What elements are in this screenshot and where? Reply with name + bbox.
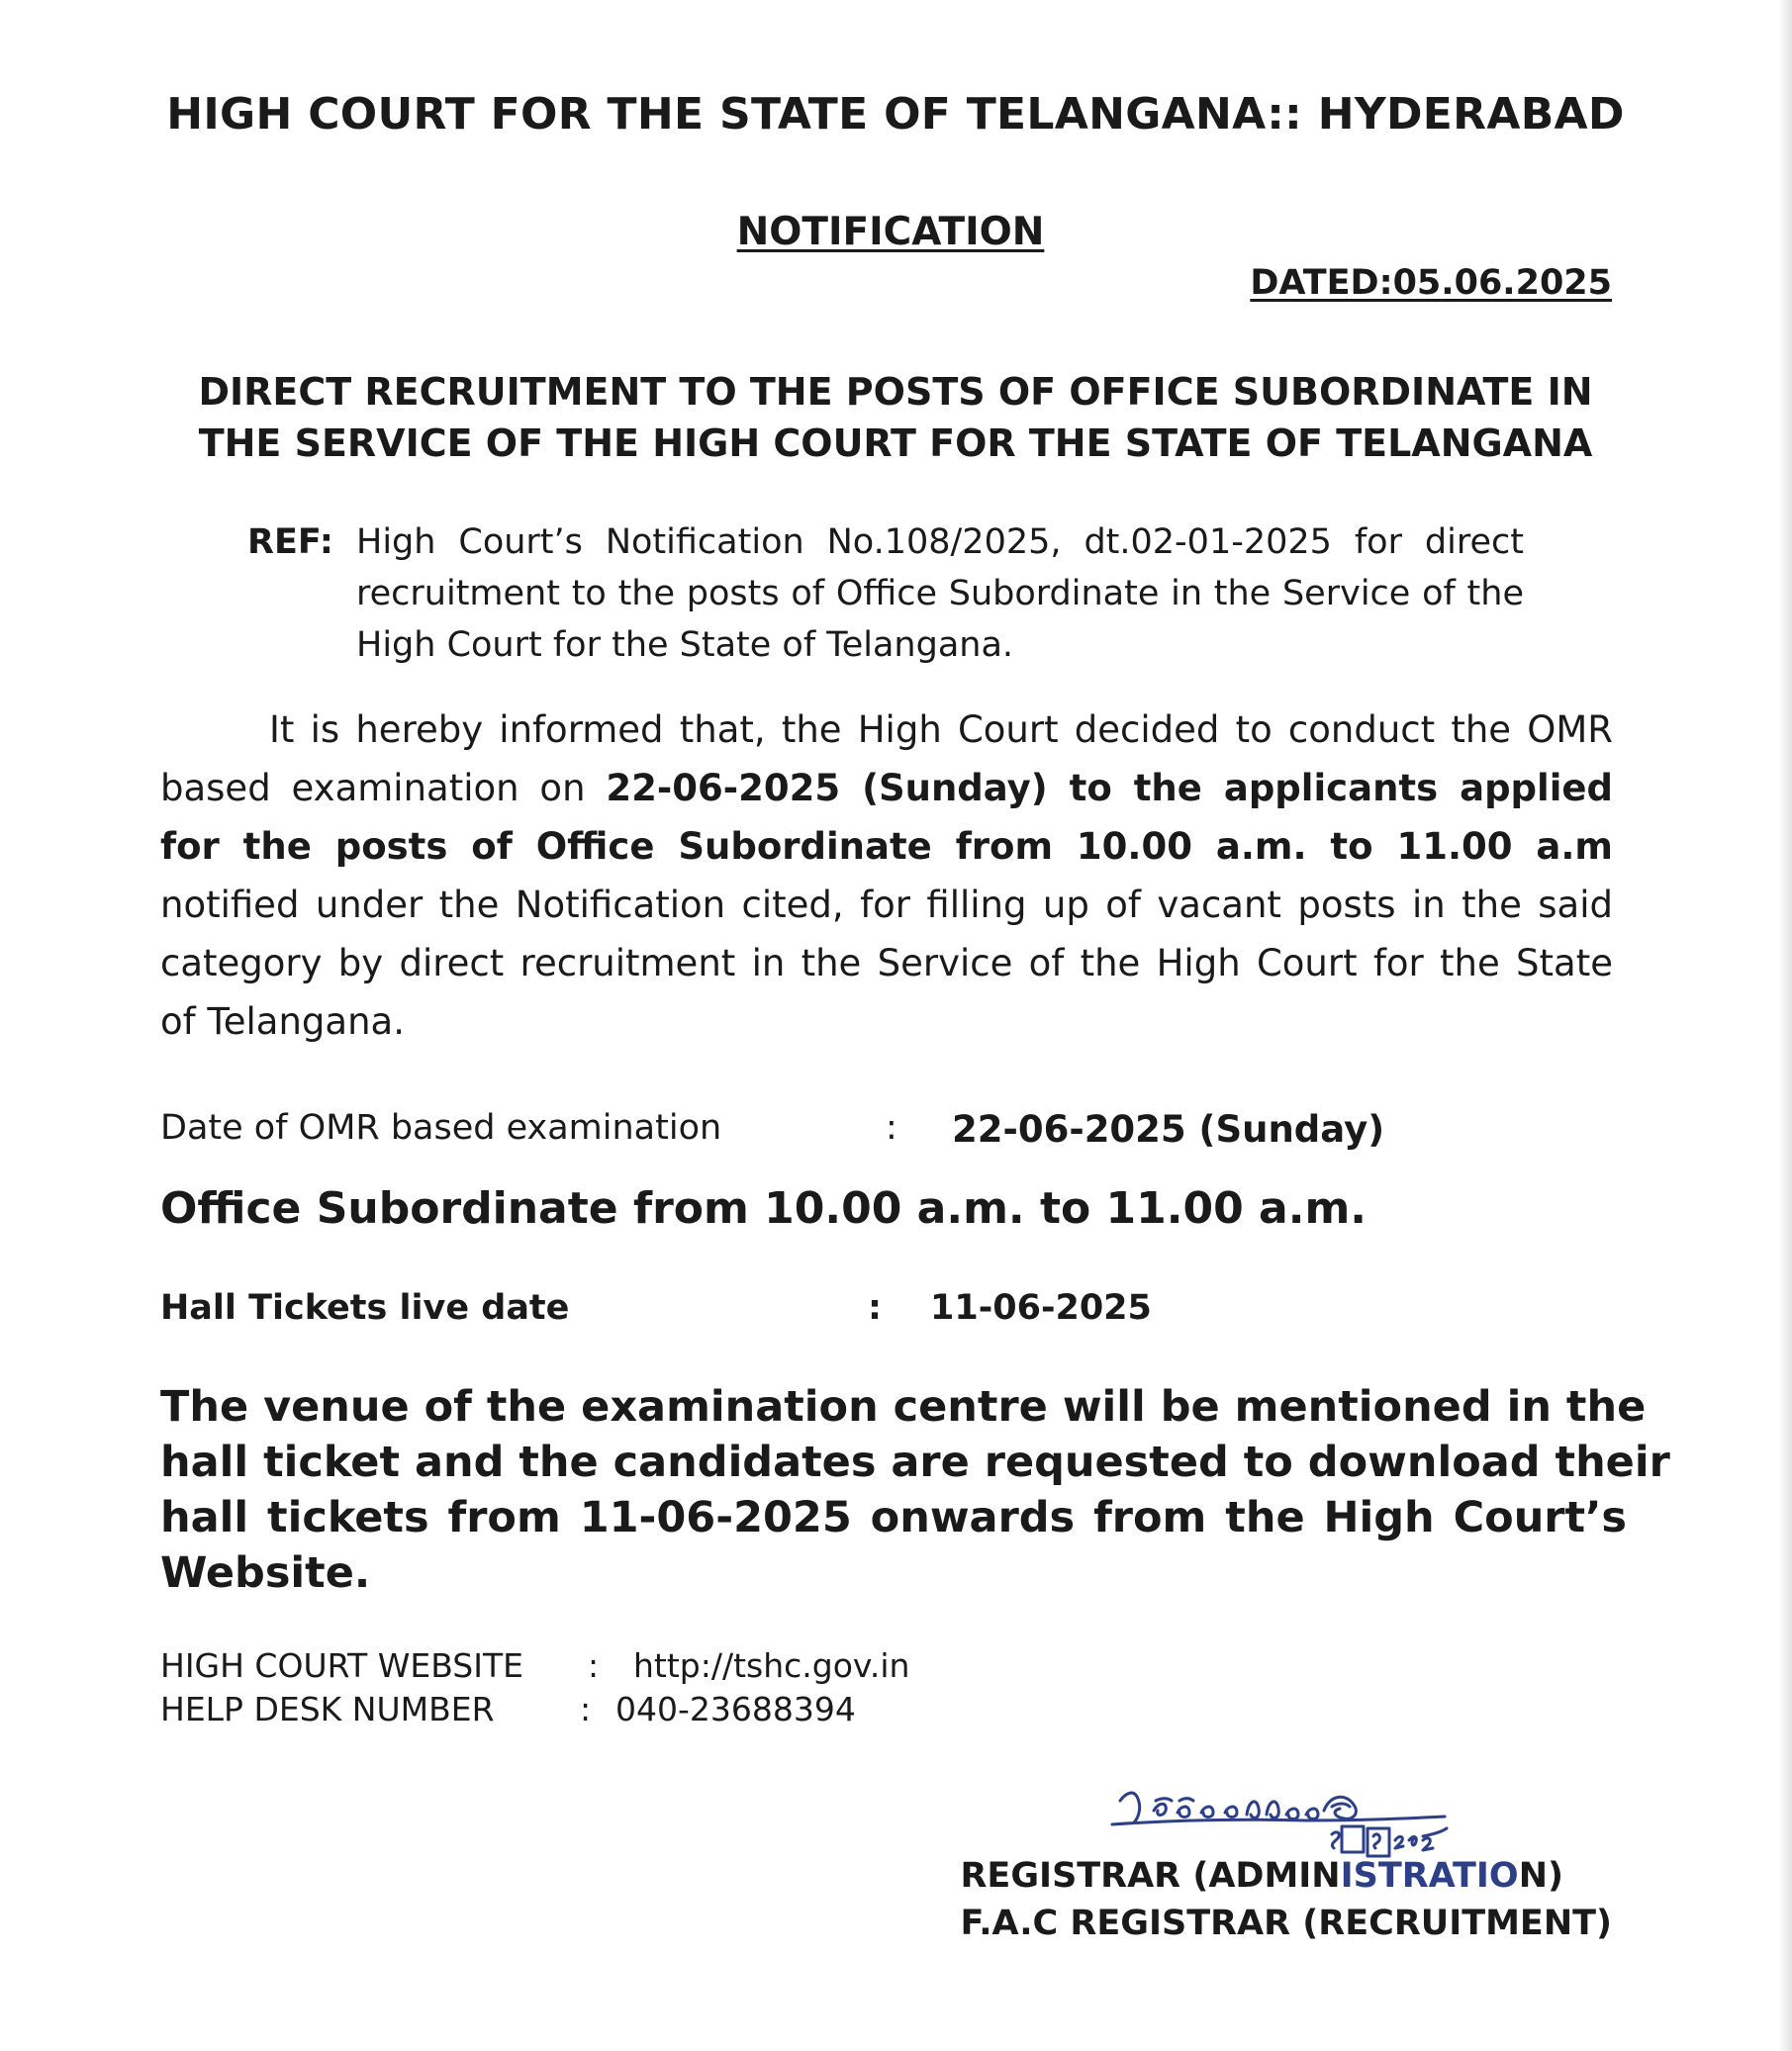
venue-paragraph	[160, 1379, 1670, 1601]
body-line-3: for the posts of Office Subordinate from 10.00 a.m. to 11.00 a.m	[160, 825, 1613, 868]
signatory-designation-1: REGISTRAR (ADMINISTRATION)	[960, 1856, 1563, 1896]
scan-edge-shadow	[1778, 0, 1792, 2051]
helpdesk-colon: :	[580, 1690, 592, 1728]
hall-ticket-date-label: Hall Tickets live date	[160, 1288, 570, 1328]
signatory-designation-2: F.A.C REGISTRAR (RECRUITMENT)	[960, 1904, 1612, 1943]
hall-ticket-date-value: 11-06-2025	[930, 1288, 1152, 1328]
notification-heading: NOTIFICATION	[736, 210, 1045, 254]
exam-timing-line: Office Subordinate from 10.00 a.m. to 11.00 a.m.	[160, 1183, 1368, 1234]
website-label: HIGH COURT WEBSITE	[160, 1646, 523, 1685]
notification-date: DATED:05.06.2025	[1250, 263, 1612, 303]
venue-line-4: Website.	[160, 1548, 371, 1598]
subject-line-2: THE SERVICE OF THE HIGH COURT FOR THE STATE OF TELANGANA	[198, 421, 1593, 465]
contact-details	[160, 1644, 1051, 1731]
subject-line-1: DIRECT RECRUITMENT TO THE POSTS OF OFFICE SUBORDINATE IN	[198, 370, 1593, 414]
reference-line-3: High Court for the State of Telangana.	[356, 625, 1014, 665]
hall-colon: :	[868, 1288, 882, 1328]
reference-line-1: High Court’s Notification No.108/2025, dt.02-01-2025 for direct	[356, 522, 1524, 562]
body-line-2: based examination on 22-06-2025 (Sunday) to the applicants applied	[160, 767, 1613, 809]
venue-line-1: The venue of the examination centre will be mentioned in the	[160, 1382, 1647, 1432]
omr-exam-date-label: Date of OMR based examination	[160, 1108, 722, 1148]
body-line-5: category by direct recruitment in the Service of the High Court for the State	[160, 942, 1613, 984]
helpdesk-label: HELP DESK NUMBER	[160, 1690, 495, 1728]
omr-colon: :	[886, 1108, 897, 1148]
body-line-6: of Telangana.	[160, 1000, 405, 1043]
helpdesk-number: 040-23688394	[615, 1690, 856, 1728]
helpdesk-row	[160, 1688, 1051, 1731]
body-line-4: notified under the Notification cited, for filling up of vacant posts in the said	[160, 884, 1613, 926]
reference-label: REF:	[247, 522, 333, 562]
signatory-block	[960, 1852, 1612, 1947]
website-colon: :	[588, 1646, 600, 1685]
body-line-1: It is hereby informed that, the High Court decided to conduct the OMR	[269, 708, 1613, 751]
body-paragraph	[160, 700, 1613, 1051]
court-title: HIGH COURT FOR THE STATE OF TELANGANA:: HYDERABAD	[166, 89, 1625, 140]
venue-line-2: hall ticket and the candidates are requested to download their	[160, 1438, 1670, 1487]
reference-line-2: recruitment to the posts of Office Subordinate in the Service of the	[356, 574, 1524, 613]
omr-exam-date-value: 22-06-2025 (Sunday)	[952, 1108, 1385, 1151]
venue-line-3: hall tickets from 11-06-2025 onwards from the High Court’s	[160, 1493, 1627, 1542]
subject-heading	[139, 366, 1652, 469]
website-link[interactable]: http://tshc.gov.in	[633, 1646, 910, 1685]
website-row	[160, 1644, 1051, 1688]
